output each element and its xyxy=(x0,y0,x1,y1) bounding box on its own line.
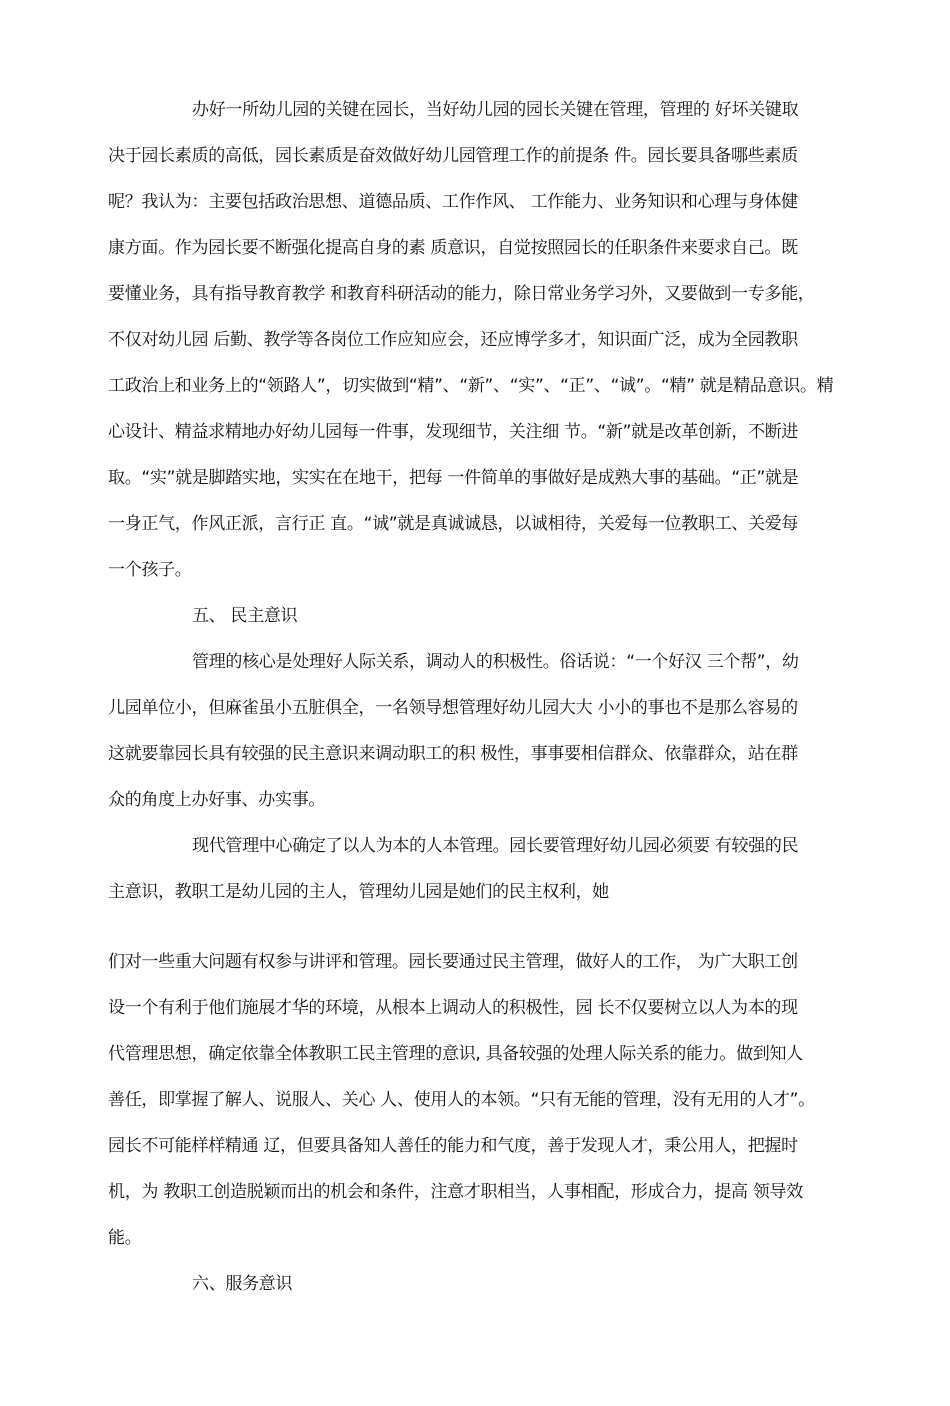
text-line: 办好一所幼儿园的关键在园长，当好幼儿园的园长关键在管理，管理的 好坏关键取 xyxy=(192,100,799,120)
text-line: 众的角度上办好事、办实事。 xyxy=(108,790,326,810)
text-line: 不仅对幼儿园 后勤、教学等各岗位工作应知应会，还应博学多才，知识面广泛，成为全园教职 xyxy=(108,330,798,350)
text-line: 园长不可能样样精通 辽，但要具备知人善任的能力和气度，善于发现人才，秉公用人，把握时 xyxy=(108,1136,798,1156)
text-line: 儿园单位小，但麻雀虽小五脏俱全，一名领导想管理好幼儿园大大 小小的事也不是那么容易的 xyxy=(108,698,798,718)
text-line: 一个孩子。 xyxy=(108,560,192,580)
text-line: 一身正气，作风正派，言行正 直。“诚”就是真诚诚恳，以诚相待，关爱每一位教职工、关爱每 xyxy=(108,514,799,534)
text-line: 这就要靠园长具有较强的民主意识来调动职工的积 极性，事事要相信群众、依靠群众，站在群 xyxy=(108,744,798,764)
text-line: 要懂业务，具有指导教育教学 和教育科研活动的能力，除日常业务学习外，又要做到一专多能， xyxy=(108,284,815,304)
text-line: 代管理思想，确定依靠全体教职工民主管理的意识, 具备较强的处理人际关系的能力。做到知人 xyxy=(108,1044,803,1064)
text-line: 取。“实”就是脚踏实地，实实在在地干，把每 一件简单的事做好是成熟大事的基础。“正”就是 xyxy=(108,468,799,488)
text-line: 们对一些重大问题有权参与讲评和管理。园长要通过民主管理，做好人的工作， 为广大职工创 xyxy=(108,952,798,972)
text-line: 设一个有利于他们施展才华的环境，从根本上调动人的积极性，园 长不仅要树立以人为本的现 xyxy=(108,998,798,1018)
text-line: 现代管理中心确定了以人为本的人本管理。园长要管理好幼儿园必须要 有较强的民 xyxy=(192,836,799,856)
text-line: 康方面。作为园长要不断强化提高自身的素 质意识，自觉按照园长的任职条件来要求自己。既 xyxy=(108,238,798,258)
section-heading: 六、服务意识 xyxy=(192,1274,293,1294)
section-heading: 五、 民主意识 xyxy=(192,606,298,626)
text-line: 管理的核心是处理好人际关系，调动人的积极性。俗话说：“一个好汉 三个帮”，幼 xyxy=(192,652,799,672)
text-line: 工政治上和业务上的“领路人”，切实做到“精”、“新”、“实”、“正”、“诚”。“精” 就是精品意识。精 xyxy=(108,376,834,396)
text-line: 主意识，教职工是幼儿园的主人，管理幼儿园是她们的民主权利，她 xyxy=(108,882,609,902)
text-line: 决于园长素质的高低，园长素质是奋效做好幼儿园管理工作的前提条 件。园长要具备哪些素质 xyxy=(108,146,798,166)
text-line: 能。 xyxy=(108,1228,142,1248)
text-line: 机，为 教职工创造脱颖而出的机会和条件，注意才职相当，人事相配，形成合力，提高 领导效 xyxy=(108,1182,803,1202)
text-line: 善任，即掌握了解人、说服人、关心 人、使用人的本领。“只有无能的管理，没有无用的人才”。 xyxy=(108,1090,815,1110)
text-line: 心设计、精益求精地办好幼儿园每一件事，发现细节，关注细 节。“新”就是改革创新，不断进 xyxy=(108,422,799,442)
text-line: 呢？我认为：主要包括政治思想、道德品质、工作作风、 工作能力、业务知识和心理与身体健 xyxy=(108,192,798,212)
